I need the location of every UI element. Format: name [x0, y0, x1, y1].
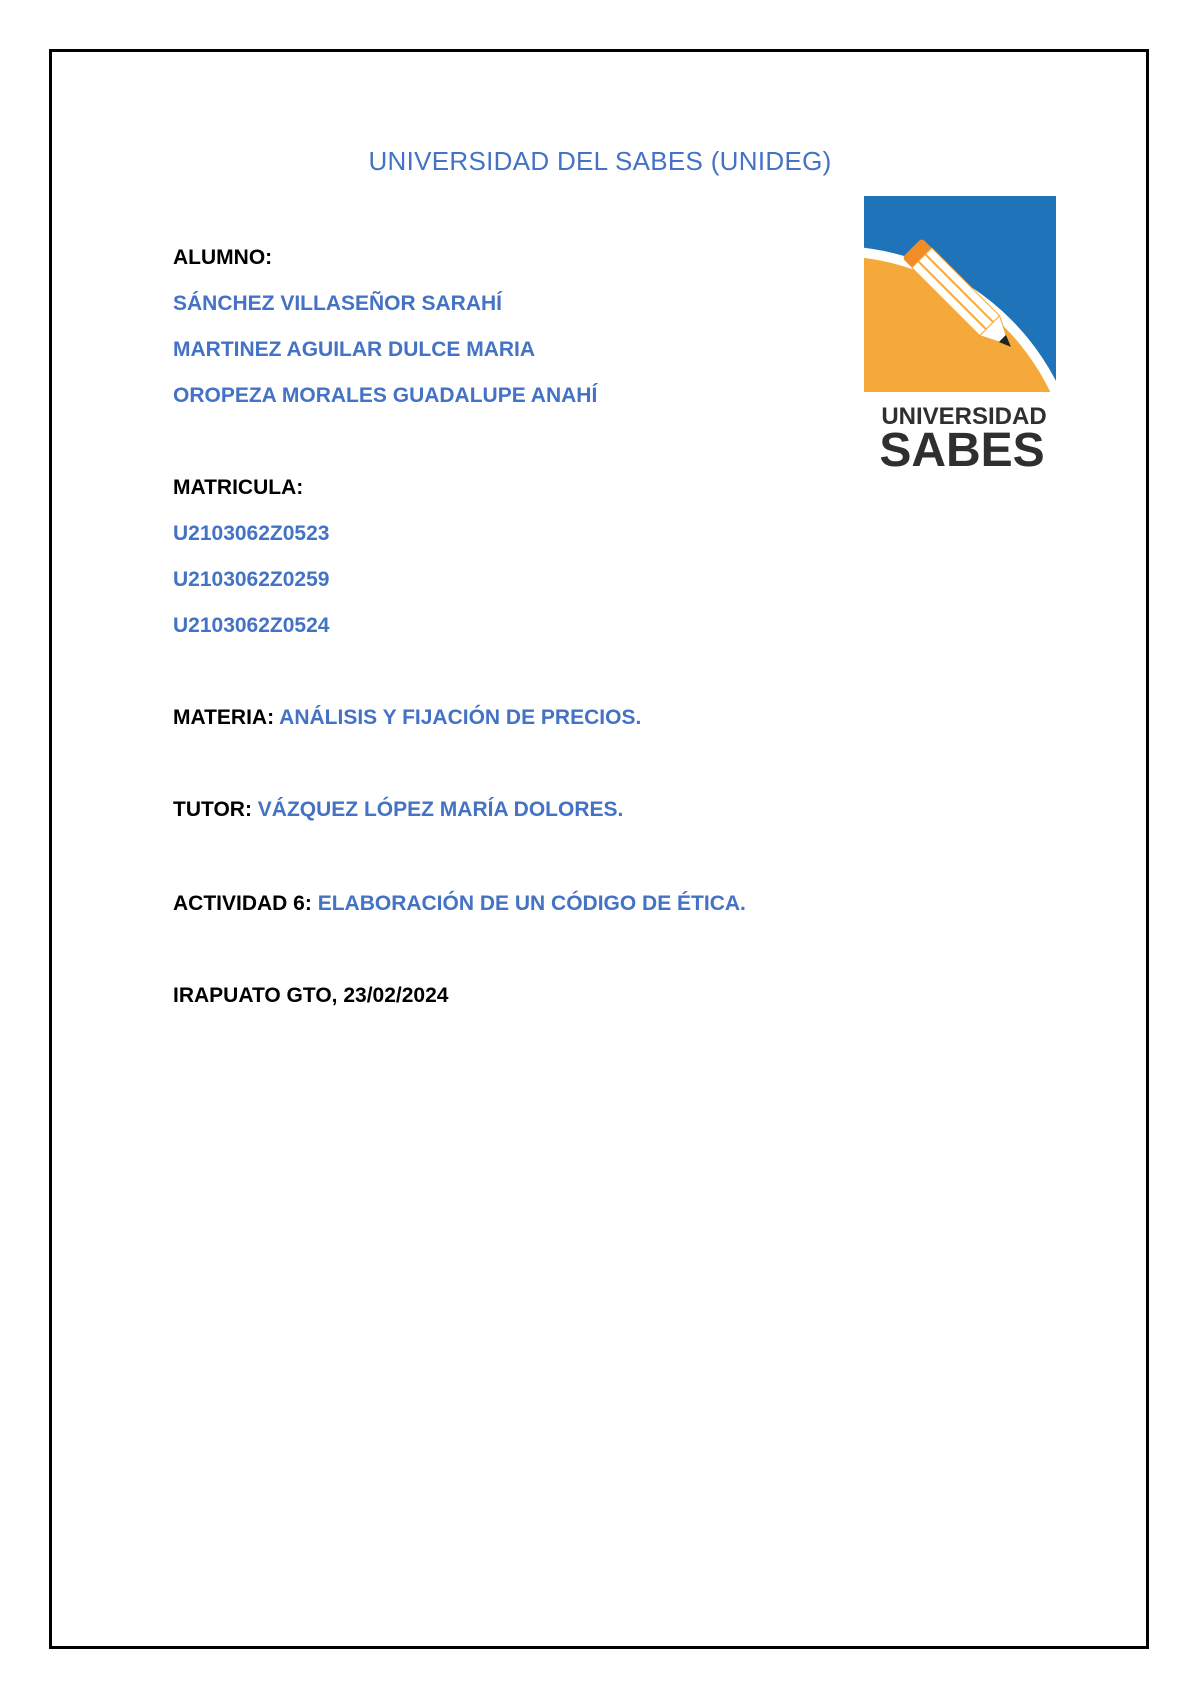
activity-line: [173, 892, 746, 916]
tutor-label: TUTOR:: [173, 798, 252, 821]
subject-label: MATERIA:: [173, 706, 275, 729]
tutor-line: [173, 798, 623, 822]
student-label: ALUMNO:: [173, 246, 273, 269]
activity-value: ELABORACIÓN DE UN CÓDIGO DE ÉTICA.: [317, 892, 746, 915]
page-title: UNIVERSIDAD DEL SABES (UNIDEG): [368, 146, 832, 176]
tutor-value: VÁZQUEZ LÓPEZ MARÍA DOLORES.: [257, 798, 624, 821]
subject-value: ANÁLISIS Y FIJACIÓN DE PRECIOS.: [279, 706, 642, 729]
activity-label: ACTIVIDAD 6:: [173, 892, 312, 915]
subject-line: [173, 706, 641, 730]
student-id-1: U2103062Z0523: [173, 522, 330, 545]
student-name-2: MARTINEZ AGUILAR DULCE MARIA: [173, 338, 536, 361]
logo-line-1: UNIVERSIDAD: [881, 403, 1047, 430]
place-date: IRAPUATO GTO, 23/02/2024: [173, 984, 449, 1007]
id-label: MATRICULA:: [173, 476, 304, 499]
student-id-2: U2103062Z0259: [173, 568, 330, 591]
university-logo: [864, 196, 1064, 472]
student-name-3: OROPEZA MORALES GUADALUPE ANAHÍ: [173, 384, 598, 407]
student-id-3: U2103062Z0524: [173, 614, 330, 637]
student-name-1: SÁNCHEZ VILLASEÑOR SARAHÍ: [173, 292, 503, 315]
logo-line-2: SABES: [879, 424, 1045, 472]
